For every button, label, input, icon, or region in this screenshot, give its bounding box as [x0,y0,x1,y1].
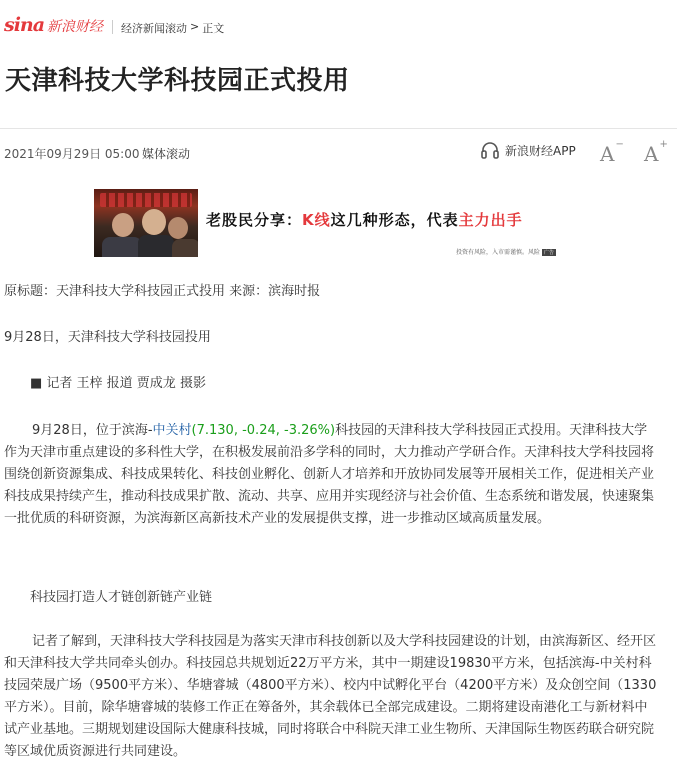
paragraph-2: 记者了解到，天津科技大学科技园是为落实天津市科技创新以及大学科技园建设的计划，由滨海新区、经开区和天津科技大学共同牵头创办。科技园总共规划近22万平方米，其中一期建设19830平方米，包括滨海-中关村科技园荣晟广场（9500平方米）、华塘睿城（4800平方米）、校内中试孵化平台（4200平方米）及众创空间（1330平方米）。目前，除华塘睿城的装修工作正在筹备外，其余载体已全部完成建设。二期将建设南港化工与新材料中试产业基地。三期规划建设国际大健康科技城，同时将联合中科院天津工业生物所、天津国际生物医药联合研究院等区域优质资源进行共同建设。 [4,634,657,759]
paragraph-1 [4,420,660,530]
article-title: 天津科技大学科技园正式投用 [5,66,350,96]
minus-sign: − [615,139,624,150]
p1-text-b: 科技园的天津科技大学科技园正式投用。天津科技大学作为天津市重点建设的多科性大学，在积极发展前沿多学科的同时，大力推动产学研合作。天津科技大学科技园将围绕创新资源集成、科技成果转化、科技创业孵化、创新人才培养和开放协同发展等开展相关工作，促进相关产业科技成果持续产生，推动科技成果扩散、流动、共享、应用并实现经济与社会价值、生态系统和谐发展，快速聚集一批优质的科研资源，为滨海新区高新技术产业的发展提供支撑，进一步推动区域高质量发展。 [4,423,655,526]
ad-text-a: 老股民分享： [206,211,303,229]
ad-text-d: 主力出手 [458,211,523,229]
ad-text-b: K线 [302,211,331,229]
logo-sina-text: sina [4,14,45,36]
stock-price: 7.130 [196,423,234,438]
breadcrumb [121,20,224,36]
headphone-icon [480,141,500,159]
breadcrumb-current: 正文 [202,22,225,35]
ad-text-c: 这几种形态，代表 [330,211,459,229]
app-link-label: 新浪财经APP [505,143,576,158]
lead-line: 9月28日，天津科技大学科技园投用 [4,330,211,345]
ad-banner-photo [94,189,198,257]
publish-date: 2021年09月29日 05:00 [4,147,140,161]
font-increase-button[interactable] [644,139,668,166]
font-decrease-button[interactable] [600,139,624,166]
stock-link-zhongguancun[interactable]: 中关村 [152,423,192,438]
p1-text-a: 9月28日，位于滨海- [32,423,153,438]
top-bar [0,0,677,44]
logo-divider [112,20,113,34]
app-download-link[interactable] [480,141,576,159]
ad-banner[interactable] [94,189,580,257]
stock-quote-sep-1: , [233,423,243,438]
stock-quote-sep-2: , [275,423,284,438]
logo-finance-text: 新浪财经 [47,19,104,35]
ad-banner-headline [206,209,523,230]
plus-sign: + [659,139,668,150]
ad-tag: 广告 [544,250,555,256]
subheading: 科技园打造人才链创新链产业链 [30,590,213,605]
stock-change: -0.24 [242,423,276,438]
breadcrumb-separator: > [190,20,200,33]
article-source[interactable]: 媒体滚动 [142,147,191,161]
stock-quote-open: ( [191,423,197,438]
article-meta-bar [0,128,677,179]
stock-change-pct: -3.26% [284,423,330,438]
sina-finance-logo[interactable] [4,14,103,36]
stock-quote-close: ) [330,423,336,438]
byline: ■ 记者 王梓 报道 贾成龙 摄影 [30,376,206,391]
original-title-line: 原标题：天津科技大学科技园正式投用 来源：滨海时报 [4,284,321,299]
breadcrumb-news-rolling[interactable]: 经济新闻滚动 [121,22,187,35]
font-decrease-label: A [600,142,615,166]
ad-risk-note [456,247,556,256]
font-increase-label: A [644,142,659,166]
ad-risk-text: 投资有风险，入市需谨慎。风险 [456,249,541,256]
